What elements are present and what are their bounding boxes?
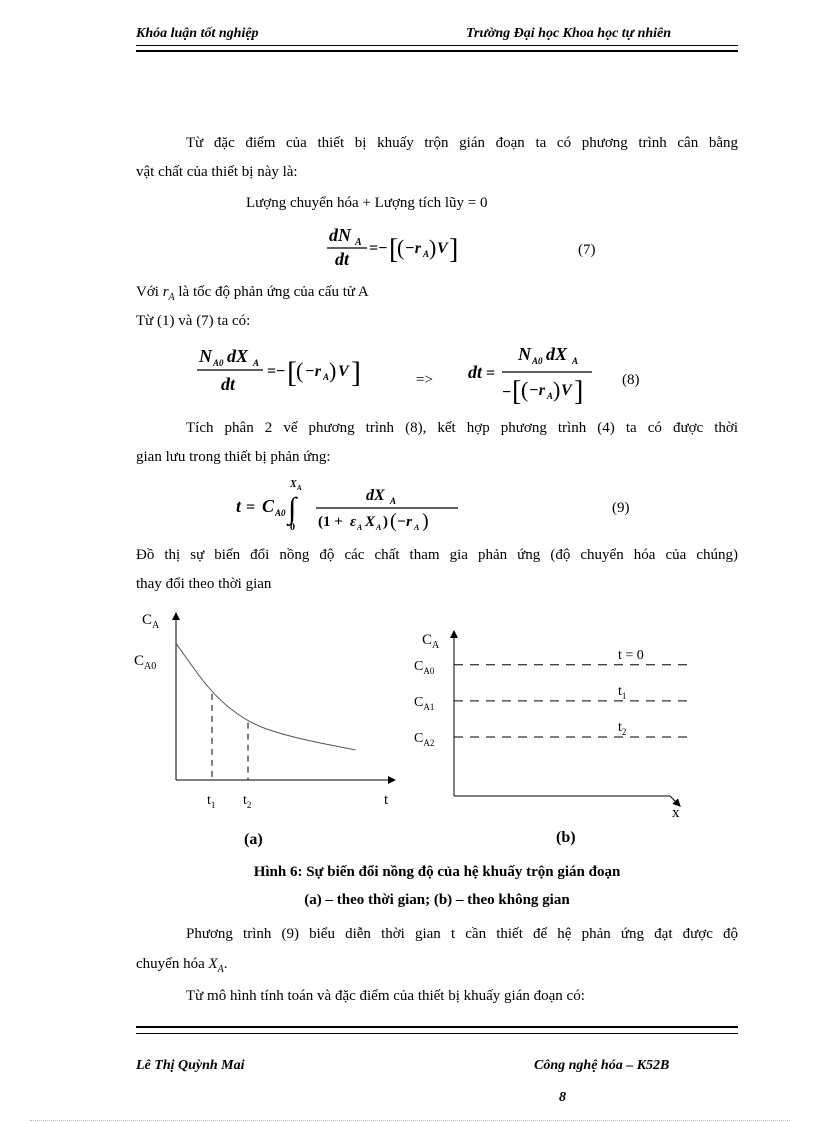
svg-text:0: 0 — [290, 522, 295, 533]
svg-text:A: A — [572, 356, 579, 366]
svg-text:dX: dX — [366, 487, 385, 504]
svg-text:A0: A0 — [213, 358, 224, 368]
chart-b-y-tick-1: $C_{A0}$ — [414, 658, 435, 676]
chart-b-panel-label: (b) — [556, 829, 576, 846]
chart-a-x-tick-1: $t_1$ — [207, 793, 216, 810]
svg-text:=−: =− — [369, 240, 388, 257]
eq7-number: (7) — [578, 242, 596, 258]
header-rule — [136, 45, 738, 52]
bottom-dotted-rule — [30, 1120, 790, 1121]
svg-text:t: t — [236, 496, 242, 516]
svg-text:−: − — [502, 384, 512, 401]
with-r-rest: là tốc độ phản ứng của cấu tử A — [178, 284, 369, 300]
svg-text:(: ( — [296, 358, 304, 383]
para3-line2: thay đổi theo thời gian — [136, 576, 272, 592]
chart-b-y-tick-2: $C_{A1}$ — [414, 694, 435, 712]
svg-text:]: ] — [449, 234, 459, 265]
chart-a-y-tick: $C_{A0}$ — [134, 653, 157, 672]
svg-text:X: X — [365, 514, 376, 530]
chart-b-y-tick-3: $C_{A2}$ — [414, 730, 435, 748]
svg-text:A: A — [297, 484, 302, 492]
chart-b — [408, 620, 698, 850]
svg-text:X: X — [290, 479, 297, 490]
svg-text:): ) — [553, 377, 561, 402]
svg-text:A: A — [355, 237, 362, 248]
para3-line1: Đồ thị sự biến đổi nồng độ các chất tham gia phản ứng (độ chuyển hóa của chúng) — [136, 547, 738, 563]
svg-text:A: A — [423, 249, 430, 259]
svg-text:(: ( — [390, 510, 397, 532]
chart-b-level-label-3: $t_2$ — [618, 719, 627, 737]
svg-text:=: = — [486, 365, 496, 382]
svg-text:A: A — [323, 372, 330, 382]
svg-text:dX: dX — [546, 344, 568, 364]
chart-a — [128, 604, 408, 854]
chart-b-level-label-1: t = 0 — [618, 647, 644, 663]
equation-9 — [232, 476, 472, 534]
footer-rule — [136, 1026, 738, 1034]
svg-text:−r: −r — [405, 240, 421, 257]
chart-b-x-label: x — [672, 805, 680, 821]
svg-text:V: V — [561, 382, 572, 399]
svg-text:dt: dt — [221, 374, 236, 394]
para4-line1: Phương trình (9) biểu diễn thời gian t cần thiết để hệ phản ứng đạt được độ — [186, 926, 738, 942]
figure-caption-line2: (a) – theo thời gian; (b) – theo không gian — [304, 892, 570, 908]
svg-text:(1 +: (1 + — [318, 514, 343, 530]
svg-text:[: [ — [287, 356, 297, 389]
svg-text:V: V — [338, 363, 349, 380]
svg-text:−r: −r — [529, 382, 545, 399]
eq8-number: (8) — [622, 372, 640, 388]
conversion-subscript: A — [217, 964, 224, 975]
conversion-symbol: X — [208, 956, 218, 972]
r-subscript: A — [168, 292, 175, 303]
chart-a-x-tick-2: $t_2$ — [243, 793, 252, 810]
eq9-number: (9) — [612, 500, 630, 516]
svg-text:A: A — [390, 496, 397, 506]
svg-text:): ) — [329, 358, 337, 383]
r-symbol: r — [162, 284, 169, 300]
svg-text:∫: ∫ — [288, 492, 297, 525]
equation-8-right — [466, 340, 616, 408]
figure-caption-line1: Hình 6: Sự biến đổi nồng độ của hệ khuấy trộn gián đoạn — [253, 864, 621, 880]
svg-text:A: A — [547, 391, 554, 401]
svg-text:A0: A0 — [275, 508, 286, 518]
chart-b-level-label-2: $t_1$ — [618, 683, 627, 701]
svg-text:dX: dX — [227, 346, 249, 366]
svg-text:ε: ε — [350, 514, 357, 530]
para2-line2: gian lưu trong thiết bị phản ứng: — [136, 449, 331, 465]
svg-text:(: ( — [397, 235, 405, 260]
chart-a-x-label: t — [384, 792, 389, 808]
para4-line2-text: chuyển hóa — [136, 956, 205, 972]
svg-text:=−: =− — [267, 363, 286, 380]
svg-text:[: [ — [389, 234, 399, 265]
header-right: Trường Đại học Khoa học tự nhiên — [466, 26, 672, 41]
svg-text:V: V — [437, 240, 448, 257]
chart-a-curve — [176, 643, 356, 750]
para4-line2 — [136, 950, 228, 984]
implication-arrow: => — [416, 372, 433, 388]
svg-text:dN: dN — [329, 225, 351, 245]
para5: Từ mô hình tính toán và đặc điểm của thiết bị khuấy gián đoạn có: — [186, 988, 585, 1004]
footer-right: Công nghệ hóa – K52B — [534, 1058, 670, 1073]
svg-text:): ) — [429, 235, 437, 260]
balance-equation: Lượng chuyển hóa + Lượng tích lũy = 0 — [246, 195, 488, 211]
svg-text:A: A — [376, 523, 382, 532]
svg-text:): ) — [383, 514, 388, 530]
svg-text:dt: dt — [468, 362, 483, 382]
para1-line2: vật chất của thiết bị này là: — [136, 164, 298, 180]
equation-7 — [325, 222, 465, 270]
with-r-label: Với — [136, 284, 159, 300]
chart-b-y-label: $C_A$ — [422, 632, 440, 651]
svg-text:N: N — [199, 346, 212, 366]
para4-period: . — [223, 956, 228, 972]
para1-line1: Từ đặc điểm của thiết bị khuấy trộn gián đoạn ta có phương trình cân bằng — [186, 135, 738, 151]
svg-text:dt: dt — [335, 249, 350, 269]
svg-text:C: C — [262, 496, 275, 516]
svg-text:(: ( — [521, 377, 529, 402]
svg-text:N: N — [518, 344, 531, 364]
footer-left: Lê Thị Quỳnh Mai — [136, 1058, 245, 1073]
svg-text:]: ] — [574, 376, 584, 407]
chart-a-panel-label: (a) — [244, 831, 263, 848]
svg-text:A: A — [253, 358, 260, 368]
header-left: Khóa luận tốt nghiệp — [136, 26, 259, 41]
svg-text:=: = — [246, 499, 256, 516]
from-1-7: Từ (1) và (7) ta có: — [136, 313, 251, 329]
chart-a-y-label: $C_A$ — [142, 612, 160, 631]
equation-8-left — [195, 340, 395, 400]
svg-text:A: A — [357, 523, 363, 532]
svg-text:A: A — [414, 523, 420, 532]
svg-text:[: [ — [512, 376, 522, 407]
para2-line1: Tích phân 2 vế phương trình (8), kết hợp phương trình (4) ta có được thời — [186, 420, 738, 436]
page-number: 8 — [559, 1090, 566, 1105]
svg-text:−r: −r — [305, 363, 321, 380]
svg-text:−r: −r — [397, 514, 412, 530]
svg-text:]: ] — [351, 356, 361, 389]
svg-text:): ) — [422, 510, 429, 532]
svg-text:A0: A0 — [532, 356, 543, 366]
